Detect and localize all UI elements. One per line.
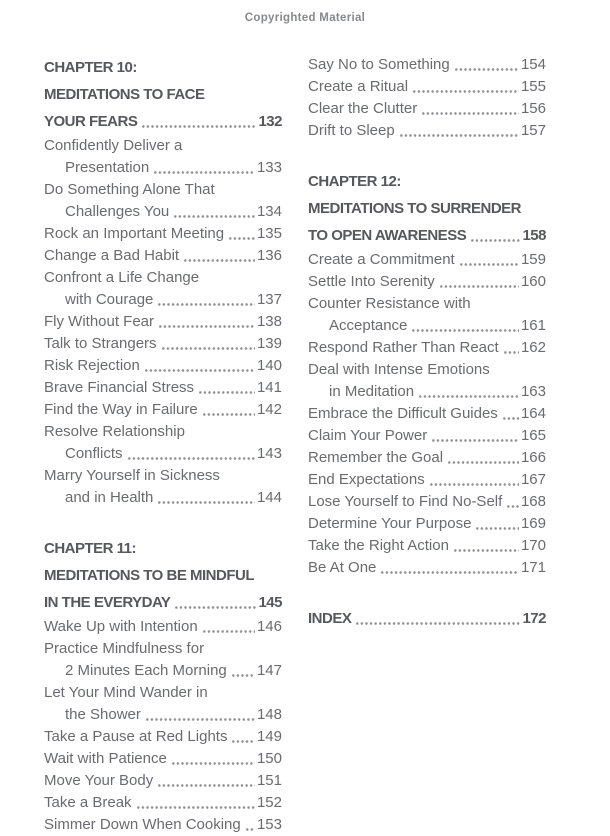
toc-entry	[308, 98, 546, 120]
index-heading	[308, 605, 546, 632]
dot-leader	[174, 589, 256, 616]
leader-row	[308, 535, 546, 557]
dot-leader	[157, 289, 255, 311]
leader-row	[44, 704, 282, 726]
page-number: 153	[256, 816, 282, 833]
dot-leader	[399, 120, 519, 142]
entry-title: Change a Bad Habit	[44, 247, 180, 264]
page-number: 170	[520, 537, 546, 554]
toc-entry	[308, 271, 546, 293]
page-number: 164	[520, 405, 546, 422]
page-number: 140	[256, 357, 282, 374]
dot-leader	[418, 381, 519, 403]
dot-leader	[245, 814, 255, 836]
entry-title: Create a Commitment	[308, 251, 455, 268]
dot-leader	[183, 245, 255, 267]
leader-row	[44, 223, 282, 245]
entry-title-line: Deal with Intense Emotions	[308, 361, 490, 378]
entry-title: Challenges You	[65, 203, 170, 220]
page-number: 133	[256, 159, 282, 176]
toc-entry	[44, 748, 282, 770]
entry-title: Move Your Body	[44, 772, 154, 789]
page-number: 163	[520, 383, 546, 400]
toc-entry	[44, 399, 282, 421]
leader-row	[308, 447, 546, 469]
entry-title: Wait with Patience	[44, 750, 167, 767]
page-number: 160	[520, 273, 546, 290]
chapter-title-line: MEDITATIONS TO SURRENDER	[308, 200, 522, 217]
toc-entry	[308, 76, 546, 98]
toc-entry	[44, 267, 282, 311]
page-number: 147	[256, 662, 282, 679]
leader-row	[308, 54, 546, 76]
leader-row	[44, 616, 282, 638]
chapter-heading	[308, 168, 546, 249]
chapter-title-line: MEDITATIONS TO FACE	[44, 86, 205, 103]
entry-title: Respond Rather Than React	[308, 339, 499, 356]
page-number: 143	[256, 445, 282, 462]
toc-entry	[44, 179, 282, 223]
leader-row	[308, 425, 546, 447]
leader-row	[44, 814, 282, 836]
toc-entry	[308, 469, 546, 491]
page-number: 136	[256, 247, 282, 264]
page-number: 151	[256, 772, 282, 789]
leader-row	[308, 491, 546, 513]
toc-entry	[44, 616, 282, 638]
dot-leader	[231, 726, 255, 748]
page-number: 135	[256, 225, 282, 242]
entry-title: Remember the Goal	[308, 449, 444, 466]
page-number: 161	[520, 317, 546, 334]
dot-leader	[157, 487, 255, 509]
dot-leader	[421, 98, 519, 120]
entry-title: Clear the Clutter	[308, 100, 418, 117]
entry-title: Simmer Down When Cooking	[44, 816, 241, 833]
leader-row	[308, 315, 546, 337]
leader-row	[44, 748, 282, 770]
dot-leader	[228, 223, 255, 245]
toc-entry	[44, 726, 282, 748]
entry-title-line: Marry Yourself in Sickness	[44, 467, 220, 484]
leader-row	[44, 443, 282, 465]
dot-leader	[231, 660, 255, 682]
chapter-title-line: CHAPTER 10:	[44, 59, 137, 76]
entry-title-line: Counter Resistance with	[308, 295, 471, 312]
toc-entry	[44, 223, 282, 245]
page-number: 159	[520, 251, 546, 268]
entry-title: Create a Ritual	[308, 78, 409, 95]
toc-entry	[308, 535, 546, 557]
toc-entry	[308, 491, 546, 513]
toc-entry	[308, 293, 546, 337]
entry-title: Risk Rejection	[44, 357, 140, 374]
leader-row	[44, 333, 282, 355]
leader-row	[44, 770, 282, 792]
toc-columns	[44, 54, 546, 836]
page-number: 137	[256, 291, 282, 308]
toc-entry	[308, 403, 546, 425]
toc-column-right	[308, 54, 546, 836]
dot-leader	[355, 605, 520, 632]
page-number: 169	[520, 515, 546, 532]
entry-title-line: Do Something Alone That	[44, 181, 215, 198]
entry-title: with Courage	[65, 291, 154, 308]
toc-entry	[44, 333, 282, 355]
dot-leader	[144, 355, 255, 377]
leader-row	[44, 377, 282, 399]
leader-row	[44, 245, 282, 267]
entry-title: 2 Minutes Each Morning	[65, 662, 227, 679]
leader-row	[44, 108, 282, 135]
toc-entry	[44, 311, 282, 333]
dot-leader	[153, 157, 255, 179]
page-number: 152	[256, 794, 282, 811]
entry-title: Talk to Strangers	[44, 335, 157, 352]
page-number: 172	[522, 610, 546, 627]
entry-title-line: Practice Mindfulness for	[44, 640, 205, 657]
page-number: 156	[520, 100, 546, 117]
dot-leader	[158, 311, 255, 333]
page-number: 150	[256, 750, 282, 767]
entry-title-line: Resolve Relationship	[44, 423, 185, 440]
entry-title: Claim Your Power	[308, 427, 428, 444]
entry-title: End Expectations	[308, 471, 425, 488]
entry-title: and in Health	[65, 489, 154, 506]
entry-title-line: Confront a Life Change	[44, 269, 200, 286]
toc-entry	[44, 638, 282, 682]
dot-leader	[157, 770, 255, 792]
chapter-title: INDEX	[308, 610, 352, 627]
chapter-title-line: CHAPTER 12:	[308, 173, 401, 190]
toc-entry	[308, 337, 546, 359]
leader-row	[308, 557, 546, 579]
dot-leader	[503, 337, 519, 359]
leader-row	[44, 311, 282, 333]
page-number: 145	[258, 594, 282, 611]
dot-leader	[431, 425, 519, 447]
toc-entry	[44, 355, 282, 377]
leader-row	[308, 403, 546, 425]
toc-entry	[44, 245, 282, 267]
chapter-title-line: MEDITATIONS TO BE MINDFUL	[44, 567, 254, 584]
entry-title: in Meditation	[329, 383, 415, 400]
dot-leader	[475, 513, 519, 535]
toc-entry	[44, 814, 282, 836]
toc-column-left	[44, 54, 282, 836]
entry-title: Wake Up with Intention	[44, 618, 198, 635]
page-number: 139	[256, 335, 282, 352]
leader-row	[44, 726, 282, 748]
page-number: 146	[256, 618, 282, 635]
leader-row	[44, 589, 282, 616]
toc-entry	[308, 359, 546, 403]
page-number: 149	[256, 728, 282, 745]
chapter-heading	[44, 535, 282, 616]
leader-row	[308, 249, 546, 271]
page-number: 148	[256, 706, 282, 723]
entry-title: Lose Yourself to Find No-Self	[308, 493, 503, 510]
page-number: 134	[256, 203, 282, 220]
page-number: 155	[520, 78, 546, 95]
dot-leader	[136, 792, 255, 814]
leader-row	[44, 355, 282, 377]
leader-row	[308, 120, 546, 142]
toc-entry	[308, 447, 546, 469]
toc-entry	[308, 425, 546, 447]
leader-row	[44, 201, 282, 223]
toc-entry	[44, 377, 282, 399]
leader-row	[308, 222, 546, 249]
chapter-title: YOUR FEARS	[44, 113, 138, 130]
dot-leader	[171, 748, 255, 770]
dot-leader	[502, 403, 519, 425]
leader-row	[44, 289, 282, 311]
leader-row	[308, 271, 546, 293]
leader-row	[44, 792, 282, 814]
dot-leader	[141, 108, 256, 135]
page-number: 144	[256, 489, 282, 506]
page-number: 165	[520, 427, 546, 444]
toc-entry	[44, 792, 282, 814]
dot-leader	[411, 315, 519, 337]
leader-row	[308, 98, 546, 120]
entry-title: Brave Financial Stress	[44, 379, 195, 396]
dot-leader	[161, 333, 255, 355]
leader-row	[308, 337, 546, 359]
chapter-title: IN THE EVERYDAY	[44, 594, 171, 611]
toc-entry	[308, 513, 546, 535]
dot-leader	[439, 271, 519, 293]
entry-title: Conflicts	[65, 445, 123, 462]
entry-title: Embrace the Difficult Guides	[308, 405, 498, 422]
leader-row	[308, 469, 546, 491]
copyright-header: Copyrighted Material	[244, 12, 366, 24]
dot-leader	[429, 469, 519, 491]
page-number: 162	[520, 339, 546, 356]
dot-leader	[447, 447, 519, 469]
dot-leader	[454, 54, 519, 76]
page-number: 138	[256, 313, 282, 330]
page-number: 142	[256, 401, 282, 418]
page-number: 167	[520, 471, 546, 488]
entry-title: Determine Your Purpose	[308, 515, 472, 532]
page-number: 166	[520, 449, 546, 466]
entry-title: Rock an Important Meeting	[44, 225, 225, 242]
page-number: 171	[520, 559, 546, 576]
toc-entry	[44, 135, 282, 179]
leader-row	[308, 381, 546, 403]
toc-entry	[308, 120, 546, 142]
dot-leader	[459, 249, 519, 271]
leader-row	[44, 399, 282, 421]
entry-title-line: Let Your Mind Wander in	[44, 684, 208, 701]
page-number: 157	[520, 122, 546, 139]
toc-entry	[44, 770, 282, 792]
entry-title: Fly Without Fear	[44, 313, 155, 330]
dot-leader	[412, 76, 519, 98]
page-number: 158	[522, 227, 546, 244]
page-number: 168	[520, 493, 546, 510]
toc-entry	[44, 465, 282, 509]
chapter-heading	[44, 54, 282, 135]
page-number: 154	[520, 56, 546, 73]
dot-leader	[202, 399, 255, 421]
toc-entry	[44, 682, 282, 726]
dot-leader	[453, 535, 519, 557]
page-number: 141	[256, 379, 282, 396]
dot-leader	[127, 443, 255, 465]
entry-title: Say No to Something	[308, 56, 450, 73]
entry-title: Take the Right Action	[308, 537, 449, 554]
entry-title: Drift to Sleep	[308, 122, 395, 139]
dot-leader	[506, 491, 519, 513]
dot-leader	[380, 557, 519, 579]
leader-row	[308, 513, 546, 535]
dot-leader	[173, 201, 255, 223]
dot-leader	[145, 704, 255, 726]
entry-title-line: Confidently Deliver a	[44, 137, 183, 154]
entry-title: Take a Break	[44, 794, 132, 811]
leader-row	[308, 605, 546, 632]
dot-leader	[202, 616, 255, 638]
dot-leader	[198, 377, 255, 399]
entry-title: Settle Into Serenity	[308, 273, 435, 290]
leader-row	[308, 76, 546, 98]
toc-entry	[308, 54, 546, 76]
entry-title: Find the Way in Failure	[44, 401, 198, 418]
chapter-title-line: CHAPTER 11:	[44, 540, 137, 557]
leader-row	[44, 487, 282, 509]
entry-title: the Shower	[65, 706, 141, 723]
entry-title: Take a Pause at Red Lights	[44, 728, 228, 745]
entry-title: Presentation	[65, 159, 150, 176]
toc-entry	[308, 557, 546, 579]
dot-leader	[470, 222, 520, 249]
leader-row	[44, 660, 282, 682]
chapter-title: TO OPEN AWARENESS	[308, 227, 467, 244]
leader-row	[44, 157, 282, 179]
entry-title: Be At One	[308, 559, 377, 576]
toc-entry	[44, 421, 282, 465]
toc-entry	[308, 249, 546, 271]
entry-title: Acceptance	[329, 317, 408, 334]
page-number: 132	[258, 113, 282, 130]
